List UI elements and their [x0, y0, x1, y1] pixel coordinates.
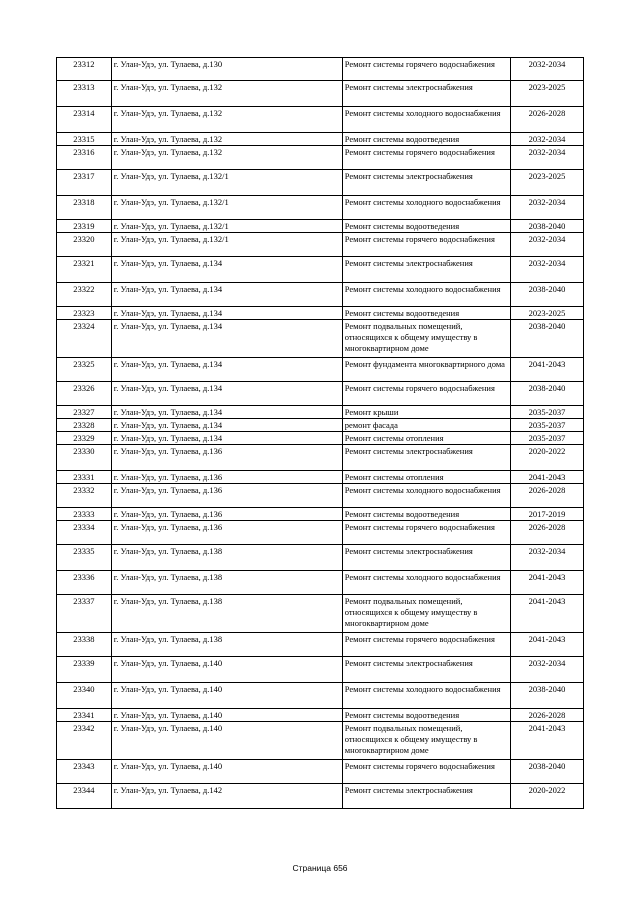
period-cell: 2032-2034: [511, 233, 584, 257]
work-type-cell: Ремонт системы холодного водоснабжения: [342, 196, 510, 220]
table-row: [57, 133, 584, 146]
page-footer: [0, 863, 640, 873]
row-number-cell: 23335: [57, 545, 112, 571]
work-type-cell: Ремонт системы электроснабжения: [342, 784, 510, 809]
table-row: [57, 146, 584, 170]
work-type-cell: Ремонт системы водоотведения: [342, 133, 510, 146]
period-cell: 2032-2034: [511, 196, 584, 220]
period-cell: 2023-2025: [511, 307, 584, 320]
row-number-cell: 23327: [57, 406, 112, 419]
row-number-cell: 23330: [57, 445, 112, 471]
work-type-cell: Ремонт подвальных помещений, относящихся к общему имуществу в многоквартирном доме: [342, 722, 510, 760]
row-number-cell: 23314: [57, 107, 112, 133]
work-schedule-table: [56, 57, 584, 809]
address-cell: г. Улан-Удэ, ул. Тулаева, д.140: [111, 709, 342, 722]
row-number-cell: 23340: [57, 683, 112, 709]
row-number-cell: 23334: [57, 521, 112, 545]
work-type-cell: Ремонт системы холодного водоснабжения: [342, 283, 510, 307]
row-number-cell: 23319: [57, 220, 112, 233]
row-number-cell: 23321: [57, 257, 112, 283]
row-number-cell: 23326: [57, 382, 112, 406]
address-cell: г. Улан-Удэ, ул. Тулаева, д.132/1: [111, 233, 342, 257]
work-type-cell: Ремонт подвальных помещений, относящихся к общему имуществу в многоквартирном доме: [342, 595, 510, 633]
row-number-cell: 23322: [57, 283, 112, 307]
work-type-cell: Ремонт крыши: [342, 406, 510, 419]
period-cell: 2026-2028: [511, 107, 584, 133]
address-cell: г. Улан-Удэ, ул. Тулаева, д.140: [111, 760, 342, 784]
address-cell: г. Улан-Удэ, ул. Тулаева, д.134: [111, 358, 342, 382]
address-cell: г. Улан-Удэ, ул. Тулаева, д.132/1: [111, 196, 342, 220]
row-number-cell: 23324: [57, 320, 112, 358]
work-type-cell: Ремонт системы отопления: [342, 471, 510, 484]
table-row: [57, 760, 584, 784]
work-schedule-table-container: [56, 57, 584, 809]
work-type-cell: Ремонт системы электроснабжения: [342, 657, 510, 683]
work-type-cell: ремонт фасада: [342, 419, 510, 432]
table-row: [57, 358, 584, 382]
table-row: [57, 233, 584, 257]
period-cell: 2032-2034: [511, 657, 584, 683]
table-row: [57, 220, 584, 233]
address-cell: г. Улан-Удэ, ул. Тулаева, д.142: [111, 784, 342, 809]
period-cell: 2038-2040: [511, 220, 584, 233]
table-row: [57, 571, 584, 595]
period-cell: 2038-2040: [511, 683, 584, 709]
row-number-cell: 23318: [57, 196, 112, 220]
row-number-cell: 23317: [57, 170, 112, 196]
work-type-cell: Ремонт системы горячего водоснабжения: [342, 521, 510, 545]
work-type-cell: Ремонт системы водоотведения: [342, 709, 510, 722]
row-number-cell: 23323: [57, 307, 112, 320]
address-cell: г. Улан-Удэ, ул. Тулаева, д.134: [111, 307, 342, 320]
address-cell: г. Улан-Удэ, ул. Тулаева, д.138: [111, 633, 342, 657]
period-cell: 2032-2034: [511, 146, 584, 170]
table-row: [57, 419, 584, 432]
table-row: [57, 633, 584, 657]
work-type-cell: Ремонт системы горячего водоснабжения: [342, 382, 510, 406]
period-cell: 2035-2037: [511, 406, 584, 419]
address-cell: г. Улан-Удэ, ул. Тулаева, д.136: [111, 521, 342, 545]
row-number-cell: 23344: [57, 784, 112, 809]
work-type-cell: Ремонт системы горячего водоснабжения: [342, 146, 510, 170]
work-type-cell: Ремонт системы водоотведения: [342, 307, 510, 320]
address-cell: г. Улан-Удэ, ул. Тулаева, д.134: [111, 406, 342, 419]
address-cell: г. Улан-Удэ, ул. Тулаева, д.132: [111, 133, 342, 146]
period-cell: 2038-2040: [511, 760, 584, 784]
table-row: [57, 471, 584, 484]
address-cell: г. Улан-Удэ, ул. Тулаева, д.138: [111, 545, 342, 571]
row-number-cell: 23337: [57, 595, 112, 633]
period-cell: 2038-2040: [511, 320, 584, 358]
period-cell: 2038-2040: [511, 382, 584, 406]
work-type-cell: Ремонт системы отопления: [342, 432, 510, 445]
row-number-cell: 23320: [57, 233, 112, 257]
address-cell: г. Улан-Удэ, ул. Тулаева, д.134: [111, 257, 342, 283]
row-number-cell: 23312: [57, 58, 112, 81]
address-cell: г. Улан-Удэ, ул. Тулаева, д.138: [111, 571, 342, 595]
table-row: [57, 545, 584, 571]
period-cell: 2032-2034: [511, 545, 584, 571]
period-cell: 2041-2043: [511, 595, 584, 633]
table-row: [57, 382, 584, 406]
row-number-cell: 23341: [57, 709, 112, 722]
work-type-cell: Ремонт системы горячего водоснабжения: [342, 58, 510, 81]
work-type-cell: Ремонт системы электроснабжения: [342, 170, 510, 196]
table-row: [57, 657, 584, 683]
address-cell: г. Улан-Удэ, ул. Тулаева, д.140: [111, 722, 342, 760]
table-body: [57, 58, 584, 809]
table-row: [57, 784, 584, 809]
row-number-cell: 23336: [57, 571, 112, 595]
row-number-cell: 23343: [57, 760, 112, 784]
work-type-cell: Ремонт подвальных помещений, относящихся к общему имуществу в многоквартирном доме: [342, 320, 510, 358]
table-row: [57, 283, 584, 307]
table-row: [57, 257, 584, 283]
table-row: [57, 484, 584, 508]
row-number-cell: 23329: [57, 432, 112, 445]
table-row: [57, 107, 584, 133]
work-type-cell: Ремонт системы холодного водоснабжения: [342, 571, 510, 595]
period-cell: 2032-2034: [511, 58, 584, 81]
table-row: [57, 722, 584, 760]
work-type-cell: Ремонт системы электроснабжения: [342, 81, 510, 107]
address-cell: г. Улан-Удэ, ул. Тулаева, д.132/1: [111, 220, 342, 233]
address-cell: г. Улан-Удэ, ул. Тулаева, д.134: [111, 283, 342, 307]
period-cell: 2020-2022: [511, 445, 584, 471]
table-row: [57, 683, 584, 709]
address-cell: г. Улан-Удэ, ул. Тулаева, д.132: [111, 107, 342, 133]
address-cell: г. Улан-Удэ, ул. Тулаева, д.130: [111, 58, 342, 81]
period-cell: 2023-2025: [511, 81, 584, 107]
work-type-cell: Ремонт системы водоотведения: [342, 508, 510, 521]
table-row: [57, 196, 584, 220]
work-type-cell: Ремонт фундамента многоквартирного дома: [342, 358, 510, 382]
table-row: [57, 170, 584, 196]
period-cell: 2041-2043: [511, 358, 584, 382]
address-cell: г. Улан-Удэ, ул. Тулаева, д.132: [111, 146, 342, 170]
work-type-cell: Ремонт системы горячего водоснабжения: [342, 760, 510, 784]
work-type-cell: Ремонт системы электроснабжения: [342, 545, 510, 571]
row-number-cell: 23331: [57, 471, 112, 484]
work-type-cell: Ремонт системы горячего водоснабжения: [342, 633, 510, 657]
row-number-cell: 23316: [57, 146, 112, 170]
period-cell: 2041-2043: [511, 633, 584, 657]
table-row: [57, 320, 584, 358]
period-cell: 2038-2040: [511, 283, 584, 307]
period-cell: 2020-2022: [511, 784, 584, 809]
address-cell: г. Улан-Удэ, ул. Тулаева, д.134: [111, 320, 342, 358]
address-cell: г. Улан-Удэ, ул. Тулаева, д.132: [111, 81, 342, 107]
row-number-cell: 23332: [57, 484, 112, 508]
period-cell: 2032-2034: [511, 257, 584, 283]
period-cell: 2041-2043: [511, 571, 584, 595]
address-cell: г. Улан-Удэ, ул. Тулаева, д.140: [111, 657, 342, 683]
work-type-cell: Ремонт системы холодного водоснабжения: [342, 484, 510, 508]
work-type-cell: Ремонт системы водоотведения: [342, 220, 510, 233]
address-cell: г. Улан-Удэ, ул. Тулаева, д.136: [111, 471, 342, 484]
row-number-cell: 23338: [57, 633, 112, 657]
address-cell: г. Улан-Удэ, ул. Тулаева, д.134: [111, 432, 342, 445]
period-cell: 2026-2028: [511, 521, 584, 545]
work-type-cell: Ремонт системы холодного водоснабжения: [342, 107, 510, 133]
table-row: [57, 709, 584, 722]
address-cell: г. Улан-Удэ, ул. Тулаева, д.136: [111, 508, 342, 521]
table-row: [57, 508, 584, 521]
period-cell: 2026-2028: [511, 484, 584, 508]
row-number-cell: 23313: [57, 81, 112, 107]
period-cell: 2035-2037: [511, 432, 584, 445]
row-number-cell: 23339: [57, 657, 112, 683]
address-cell: г. Улан-Удэ, ул. Тулаева, д.134: [111, 382, 342, 406]
page-number: Страница 656: [292, 863, 348, 873]
row-number-cell: 23328: [57, 419, 112, 432]
period-cell: 2035-2037: [511, 419, 584, 432]
period-cell: 2017-2019: [511, 508, 584, 521]
period-cell: 2023-2025: [511, 170, 584, 196]
work-type-cell: Ремонт системы электроснабжения: [342, 445, 510, 471]
period-cell: 2041-2043: [511, 722, 584, 760]
period-cell: 2032-2034: [511, 133, 584, 146]
row-number-cell: 23333: [57, 508, 112, 521]
address-cell: г. Улан-Удэ, ул. Тулаева, д.140: [111, 683, 342, 709]
table-row: [57, 406, 584, 419]
row-number-cell: 23315: [57, 133, 112, 146]
work-type-cell: Ремонт системы электроснабжения: [342, 257, 510, 283]
table-row: [57, 307, 584, 320]
address-cell: г. Улан-Удэ, ул. Тулаева, д.136: [111, 445, 342, 471]
address-cell: г. Улан-Удэ, ул. Тулаева, д.132/1: [111, 170, 342, 196]
work-type-cell: Ремонт системы холодного водоснабжения: [342, 683, 510, 709]
table-row: [57, 58, 584, 81]
period-cell: 2026-2028: [511, 709, 584, 722]
table-row: [57, 595, 584, 633]
table-row: [57, 432, 584, 445]
table-row: [57, 445, 584, 471]
table-row: [57, 81, 584, 107]
address-cell: г. Улан-Удэ, ул. Тулаева, д.136: [111, 484, 342, 508]
address-cell: г. Улан-Удэ, ул. Тулаева, д.138: [111, 595, 342, 633]
period-cell: 2041-2043: [511, 471, 584, 484]
work-type-cell: Ремонт системы горячего водоснабжения: [342, 233, 510, 257]
table-row: [57, 521, 584, 545]
address-cell: г. Улан-Удэ, ул. Тулаева, д.134: [111, 419, 342, 432]
row-number-cell: 23342: [57, 722, 112, 760]
row-number-cell: 23325: [57, 358, 112, 382]
